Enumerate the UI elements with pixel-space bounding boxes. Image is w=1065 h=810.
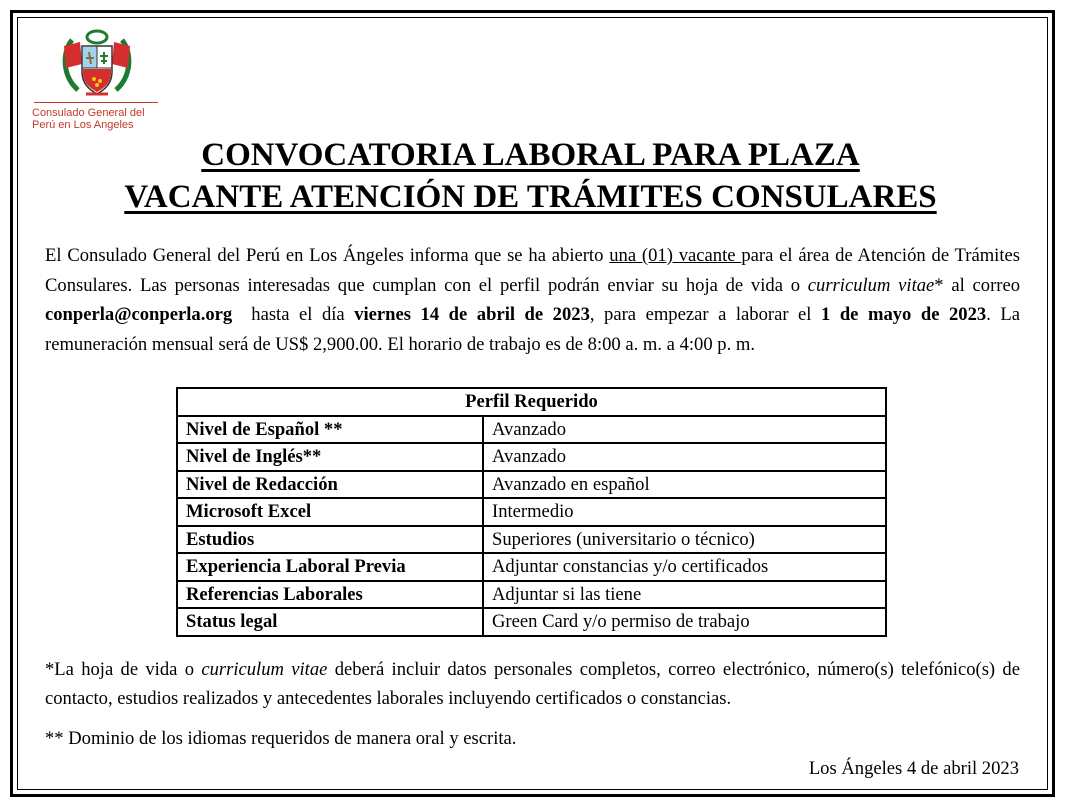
title-line1: CONVOCATORIA LABORAL PARA PLAZA (201, 137, 860, 173)
table-row (177, 443, 886, 471)
table-row (177, 471, 886, 499)
table-header: Perfil Requerido (177, 388, 886, 416)
requirement-key: Nivel de Redacción (177, 471, 483, 499)
requirement-value: Avanzado en español (483, 471, 886, 499)
contact-email[interactable]: conperla@conperla.org (45, 304, 233, 325)
title-line2: VACANTE ATENCIÓN DE TRÁMITES CONSULARES (124, 179, 937, 215)
note1-text-1: *La hoja de vida o (45, 659, 202, 680)
requirement-key: Microsoft Excel (177, 498, 483, 526)
table-row (177, 581, 886, 609)
table-row (177, 416, 886, 444)
profile-requirements-table (176, 387, 887, 637)
logo-caption (32, 107, 164, 131)
table-row (177, 526, 886, 554)
table-row (177, 553, 886, 581)
peru-coat-of-arms-icon (58, 28, 136, 102)
language-footnote: ** Dominio de los idiomas requeridos de manera oral y escrita. (45, 728, 517, 749)
application-deadline: viernes 14 de abril de 2023 (354, 304, 590, 325)
intro-text-4: hasta el día (232, 304, 355, 325)
cv-footnote (45, 655, 1020, 713)
table-row (177, 498, 886, 526)
intro-text-2: para el área de Atención de Trámites Consulares. Las personas interesadas que cumplan con el perfil podrán enviar su hoja de vida o (45, 245, 1020, 296)
requirement-value: Intermedio (483, 498, 886, 526)
place-and-date: Los Ángeles 4 de abril 2023 (808, 758, 1019, 779)
logo-caption-line1: Consulado General del (32, 107, 145, 119)
consulate-logo (32, 28, 164, 138)
curriculum-vitae-term: curriculum vitae (201, 659, 328, 680)
requirement-value: Adjuntar constancias y/o certificados (483, 553, 886, 581)
logo-divider (34, 102, 158, 103)
requirement-key: Status legal (177, 608, 483, 636)
intro-text-6: . La remuneración mensual será de US$ 2,900.00. El horario de trabajo es de 8:00 a. m. a 4:00 p. m. (45, 304, 1020, 355)
intro-text-3: * al correo (934, 274, 1021, 296)
requirement-value: Avanzado (483, 443, 886, 471)
vacancy-count: una (01) vacante (609, 245, 742, 266)
requirement-value: Superiores (universitario o técnico) (483, 526, 886, 554)
requirement-key: Experiencia Laboral Previa (177, 553, 483, 581)
start-date: 1 de mayo de 2023 (821, 304, 987, 325)
intro-text-1: El Consulado General del Perú en Los Ángeles informa que se ha abierto (45, 245, 610, 266)
requirement-value: Green Card y/o permiso de trabajo (483, 608, 886, 636)
curriculum-vitae-term: curriculum vitae (807, 274, 935, 296)
requirement-key: Estudios (177, 526, 483, 554)
table-header-row (177, 388, 886, 416)
logo-caption-line2: Perú en Los Angeles (32, 119, 134, 131)
table-row (177, 608, 886, 636)
requirement-key: Nivel de Inglés** (177, 443, 483, 471)
requirement-key: Nivel de Español ** (177, 416, 483, 444)
intro-text-5: , para empezar a laborar el (589, 304, 821, 325)
note1-text-2: deberá incluir datos personales completos, correo electrónico, número(s) telefónico(s) de contacto, estudios realizados y antecedentes laborales incluyendo certificados o constancias. (45, 659, 1020, 709)
intro-paragraph (45, 241, 1020, 359)
requirement-value: Adjuntar si las tiene (483, 581, 886, 609)
requirement-value: Avanzado (483, 416, 886, 444)
requirement-key: Referencias Laborales (177, 581, 483, 609)
